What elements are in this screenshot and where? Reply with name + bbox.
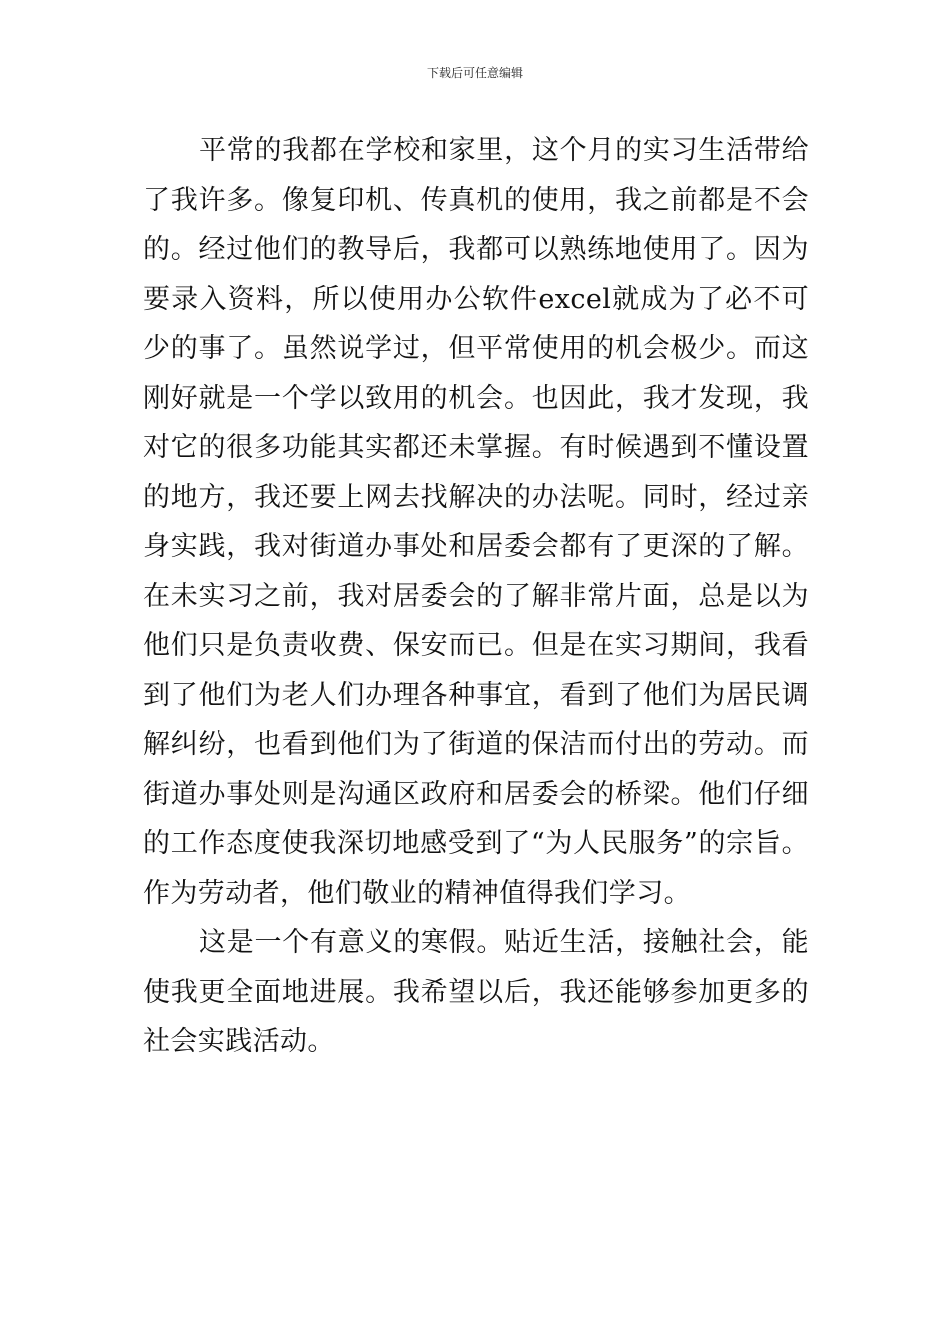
document-body [143,126,809,1067]
header-note: 下载后可任意编辑 [426,66,523,80]
paragraph-1: 平常的我都在学校和家里，这个月的实习生活带给了我许多。像复印机、传真机的使用，我之前都是不会的。经过他们的教导后，我都可以熟练地使用了。因为要录入资料，所以使用办公软件excel就成为了必不可少的事了。虽然说学过，但平常使用的机会极少。而这刚好就是一个学以致用的机会。也因此，我才发现，我对它的很多功能其实都还未掌握。有时候遇到不懂设置的地方，我还要上网去找解决的办法呢。同时，经过亲身实践，我对街道办事处和居委会都有了更深的了解。在未实习之前，我对居委会的了解非常片面，总是以为他们只是负责收费、保安而已。但是在实习期间，我看到了他们为老人们办理各种事宜，看到了他们为居民调解纠纷，也看到他们为了街道的保洁而付出的劳动。而街道办事处则是沟通区政府和居委会的桥梁。他们仔细的工作态度使我深切地感受到了“为人民服务”的宗旨。作为劳动者，他们敬业的精神值得我们学习。 [143,135,809,909]
paragraph-2: 这是一个有意义的寒假。贴近生活，接触社会，能使我更全面地进展。我希望以后，我还能够参加更多的社会实践活动。 [143,927,809,1057]
